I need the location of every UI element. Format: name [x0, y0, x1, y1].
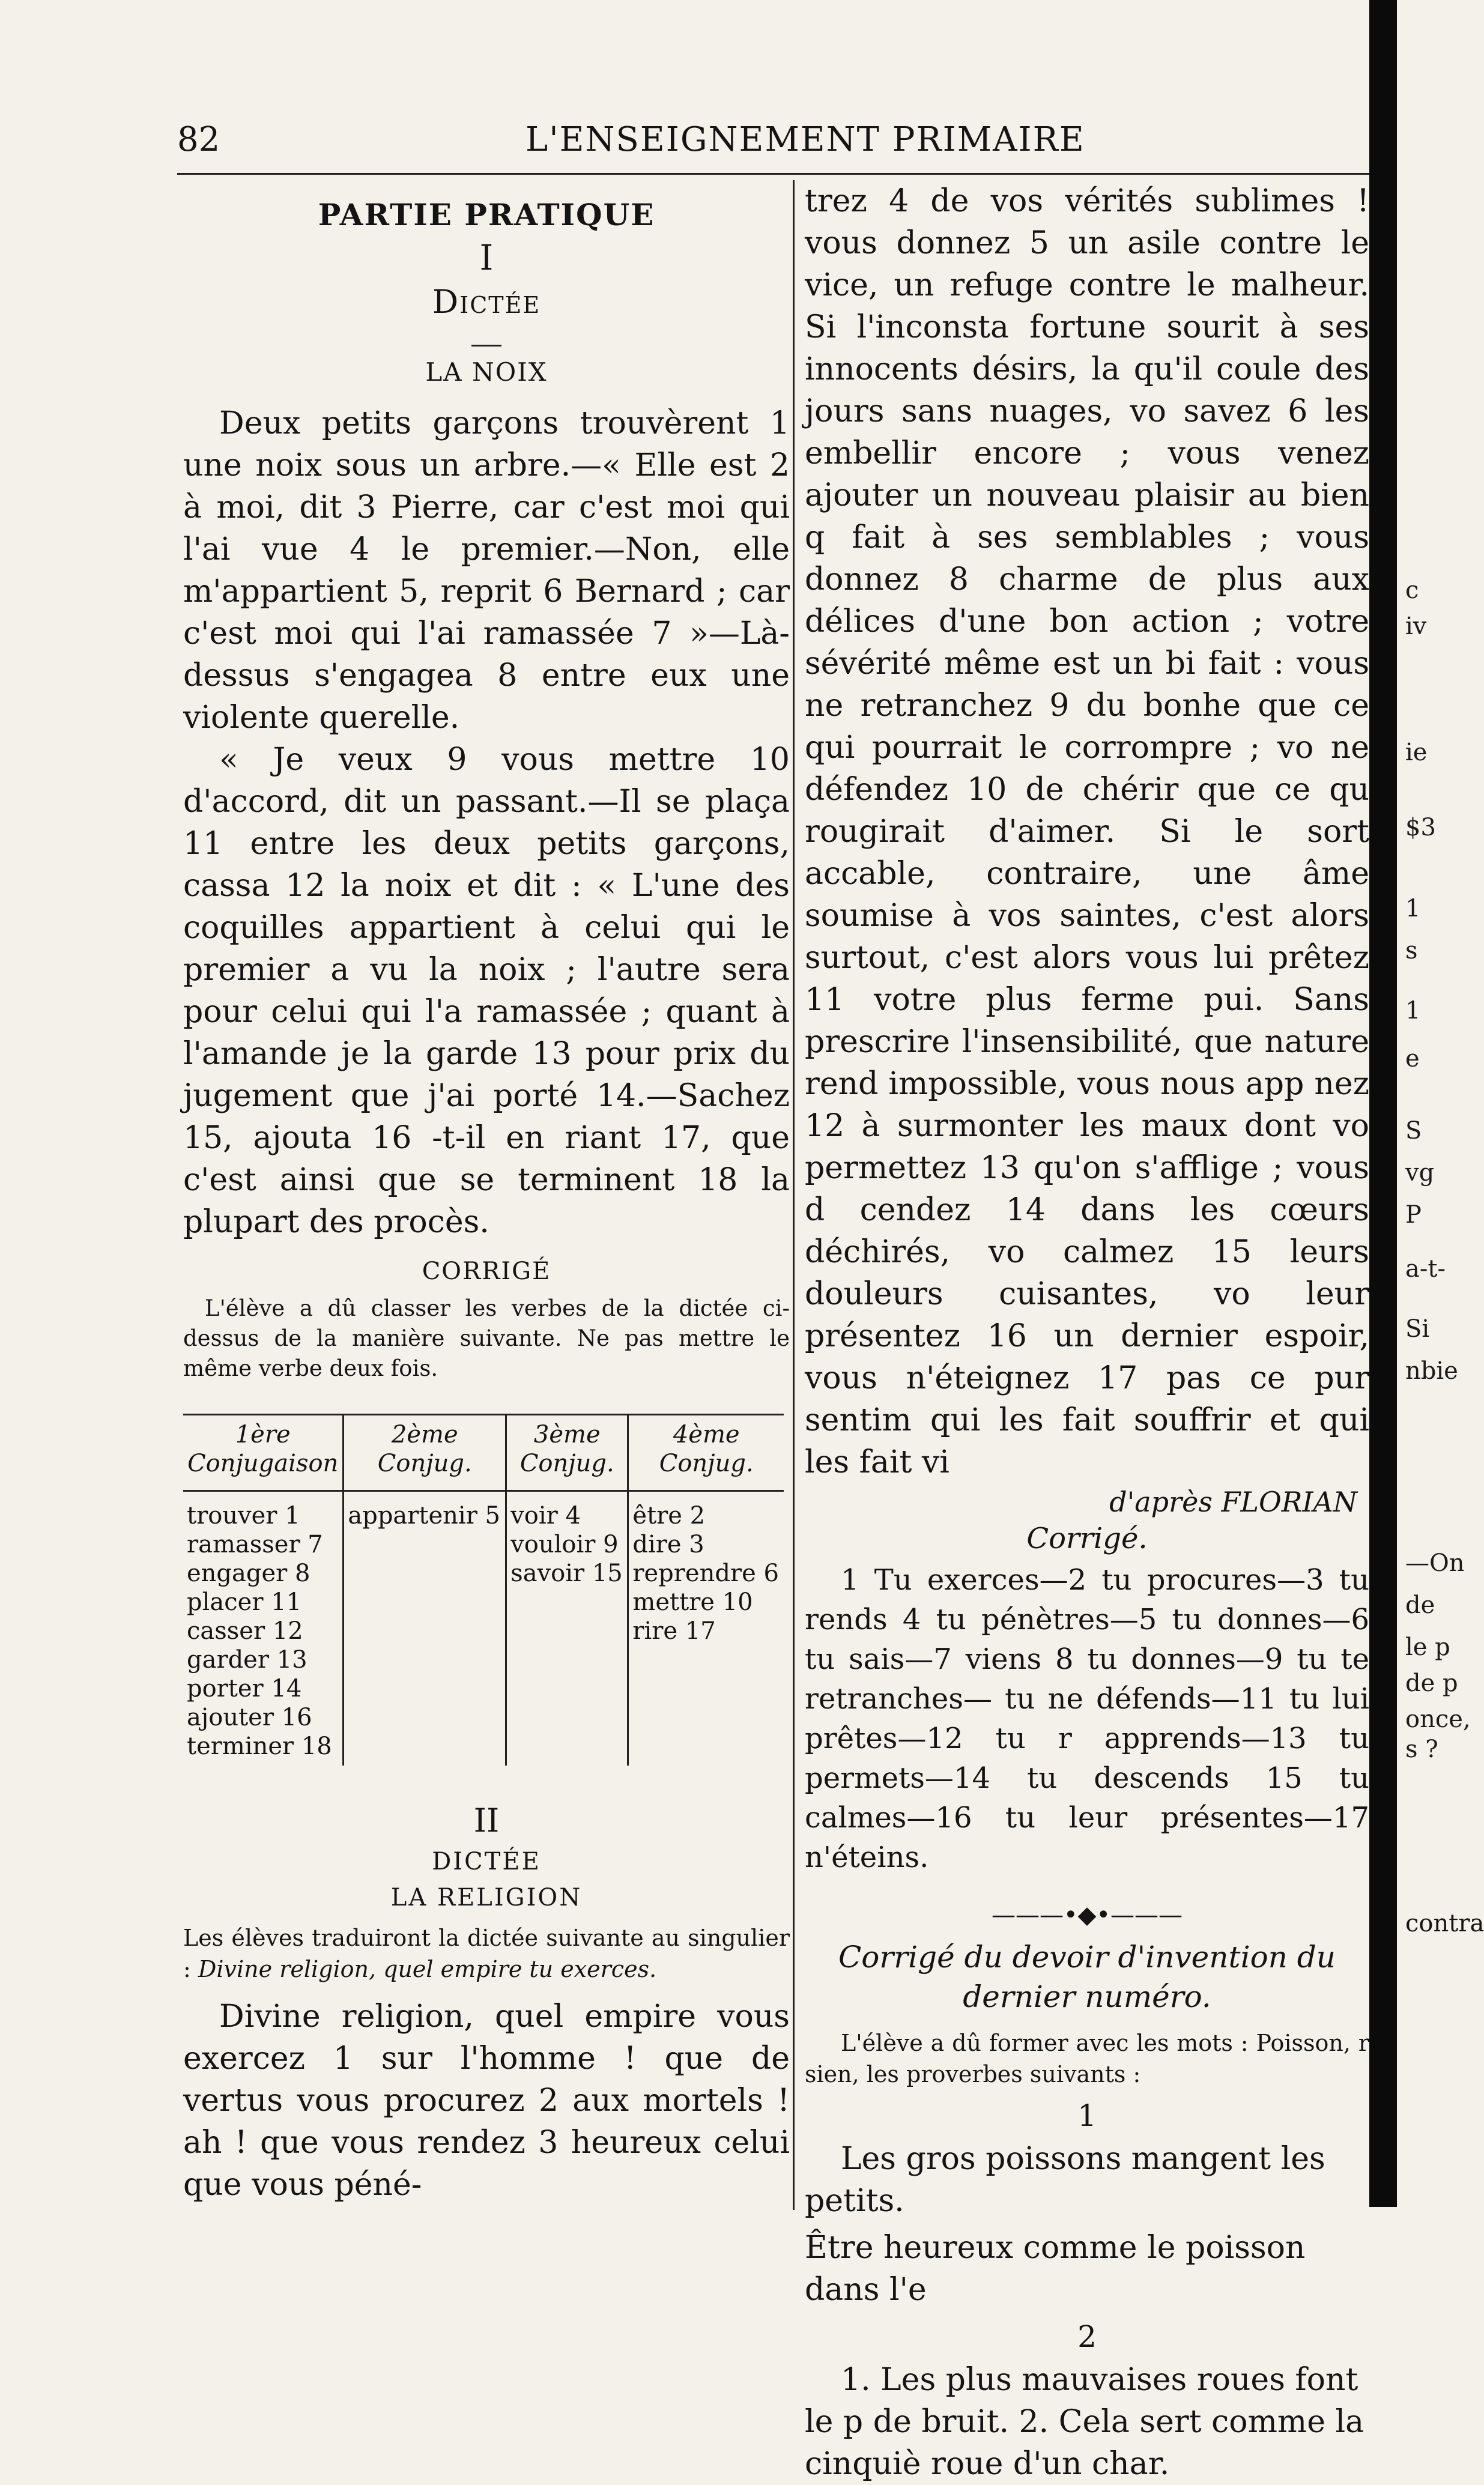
section-number-two: II [473, 1802, 500, 1839]
religion-paragraph: Divine religion, quel empire vous exercez 1 sur l'homme ! que de vertus vous procurez 2 aux mortels ! ah ! que vous rendez 3 heureux celui que vous péné- [183, 1999, 790, 2203]
book-spine-shadow [1369, 0, 1397, 2207]
margin-fragment: 1 [1405, 997, 1421, 1025]
proverb-number-2: 2 [1077, 2319, 1097, 2354]
religion-continuation: trez 4 de vos vérités sublimes ! vous donnez 5 un asile contre le vice, un refuge contre le malheur. Si l'inconsta fortune sourit à ses innocents désirs, la qu'il coule des jours sans nuages, vo savez 6 les embellir encore ; vous venez ajouter un nouveau plaisir au bien q fait à ses semblables ; vous donnez 8 charme de plus aux délices d'une bon action ; votre sévérité même est un bi fait : vous ne retranchez 9 du bonhe que ce qui pourrait le corrompre ; vo ne défendez 10 de chérir que ce qu rougirait d'aimer. Si le sort accable, contraire, une âme soumise à vos saintes, c'est alors surtout, c'est alors vous lui prêtez 11 votre plus ferme pui. Sans prescrire l'insensibilité, que nature rend impossible, vous nous app nez 12 à surmonter les maux dont vo permettez 13 qu'on s'afflige ; vous d cendez 14 dans les cœurs déchirés, vo calmez 15 leurs douleurs cuisantes, vo leur présentez 16 un dernier espoir, vous n'éteignez 17 pas ce pur sentim qui les fait souffrir et qui les fait vi [805, 183, 1369, 1480]
corrige-title: Corrigé. [1026, 1522, 1148, 1555]
running-head: L'ENSEIGNEMENT PRIMAIRE [525, 120, 1085, 159]
left-column [183, 180, 790, 2206]
ornament-divider: ———•◆•——— [992, 1901, 1183, 1929]
dictee-paragraph-1: Deux petits garçons trouvèrent 1 une noix sous un arbre.—« Elle est 2 à moi, dit 3 Pierre, car c'est moi qui l'ai vue 4 le premier.—Non, elle m'appartient 5, reprit 6 Bernard ; car c'est moi qui l'ai ramassée 7 »—Là-dessus s'engagea 8 entre eux une violente querelle. [183, 405, 790, 736]
margin-fragment: P [1405, 1201, 1422, 1229]
table-header-row [183, 1415, 784, 1491]
table-header: 1ère Conjugaison [187, 1421, 339, 1477]
margin-fragment: ie [1405, 739, 1428, 766]
table-header: 4ème Conjug. [628, 1415, 784, 1491]
margin-fragment: —On [1405, 1549, 1465, 1577]
proverb-1a: Les gros poissons mangent les petits. [805, 2141, 1325, 2219]
table-cell: être 2 dire 3 reprendre 6 mettre 10 rire 17 [628, 1491, 784, 1766]
translation-instruction: Les élèves traduiront la dictée suivante au singulier : Divine religion, quel empire tu exerces. [183, 1925, 790, 1982]
invention-title: Corrigé du devoir d'invention du dernier numéro. [838, 1940, 1336, 2014]
margin-fragment: a-t- [1405, 1255, 1446, 1283]
table-cell: appartenir 5 [344, 1491, 506, 1766]
invention-intro: L'élève a dû former avec les mots : Poisson, r sien, les proverbes suivants : [805, 2030, 1369, 2087]
dictee-subtitle: LA NOIX [425, 357, 548, 387]
corrige-text: 1 Tu exerces—2 tu procures—3 tu rends 4 tu pénètres—5 tu donnes—6 tu sais—7 viens 8 tu donnes—9 tu te retranches— tu ne défends—11 tu lui prêtes—12 tu r apprends—13 tu permets—14 tu descends 15 tu calmes—16 tu leur présentes—17 n'éteins. [805, 1563, 1369, 1874]
table-cell: trouver 1 ramasser 7 engager 8 placer 11 casser 12 garder 13 porter 14 ajouter 16 terminer 18 [187, 1502, 332, 1760]
margin-fragment: vg [1405, 1159, 1435, 1187]
margin-fragment: once, [1405, 1706, 1471, 1733]
attribution: d'après FLORIAN [1109, 1486, 1357, 1518]
title-dash [471, 345, 501, 347]
table-cell: voir 4 vouloir 9 savoir 15 [506, 1491, 628, 1766]
conjugation-table [183, 1414, 784, 1766]
column-divider [793, 180, 795, 2210]
table-header: 3ème Conjug. [506, 1415, 628, 1491]
proverb-number-1: 1 [1077, 2098, 1097, 2133]
dictee-paragraph-2: « Je veux 9 vous mettre 10 d'accord, dit un passant.—Il se plaça 11 entre les deux petits garçons, cassa 12 la noix et dit : « L'une des coquilles appartient à celui qui le premier a vu la noix ; l'autre sera pour celui qui l'a ramassée ; quant à l'amande je la garde 13 pour prix du jugement que j'ai porté 14.—Sachez 15, ajouta 16 -t-il en riant 17, que c'est ainsi que se terminent 18 la plupart des procès. [183, 742, 790, 1240]
page-number: 82 [177, 120, 220, 159]
margin-fragment: e [1405, 1045, 1420, 1073]
margin-fragment: iv [1405, 613, 1427, 640]
header-rule [177, 173, 1378, 175]
right-column [805, 180, 1369, 2485]
page-header [177, 120, 1378, 174]
margin-fragment: c [1405, 577, 1419, 604]
table-row [183, 1491, 784, 1766]
margin-fragment: S [1405, 1117, 1422, 1145]
corrige-heading: CORRIGÉ [422, 1258, 551, 1285]
proverb-2: 1. Les plus mauvaises roues font le p de bruit. 2. Cela sert comme la cinquiè roue d'un char. [805, 2362, 1364, 2482]
margin-fragment: s [1405, 937, 1418, 964]
proverb-1b: Être heureux comme le poisson dans l'e [805, 2230, 1306, 2308]
margin-fragment: 1 [1405, 895, 1421, 922]
margin-fragment: Si [1405, 1315, 1430, 1343]
dictee-title: Dictée [432, 283, 541, 321]
section-number-one: I [479, 237, 494, 278]
margin-fragment: contra [1405, 1910, 1484, 1937]
table-header: 2ème Conjug. [344, 1415, 506, 1491]
margin-fragment: le p [1405, 1633, 1450, 1661]
religion-title: LA RELIGION [390, 1884, 583, 1911]
margin-fragment: nbie [1405, 1357, 1458, 1385]
dictee-two-title: DICTÉE [432, 1848, 541, 1875]
margin-fragment: $3 [1405, 814, 1436, 841]
margin-fragment: s ? [1405, 1736, 1438, 1763]
corrige-note: L'élève a dû classer les verbes de la dictée ci-dessus de la manière suivante. Ne pas mettre le même verbe deux fois. [183, 1295, 790, 1381]
margin-fragment: de [1405, 1591, 1435, 1619]
margin-fragment: de p [1405, 1669, 1458, 1697]
section-title: PARTIE PRATIQUE [318, 197, 655, 232]
